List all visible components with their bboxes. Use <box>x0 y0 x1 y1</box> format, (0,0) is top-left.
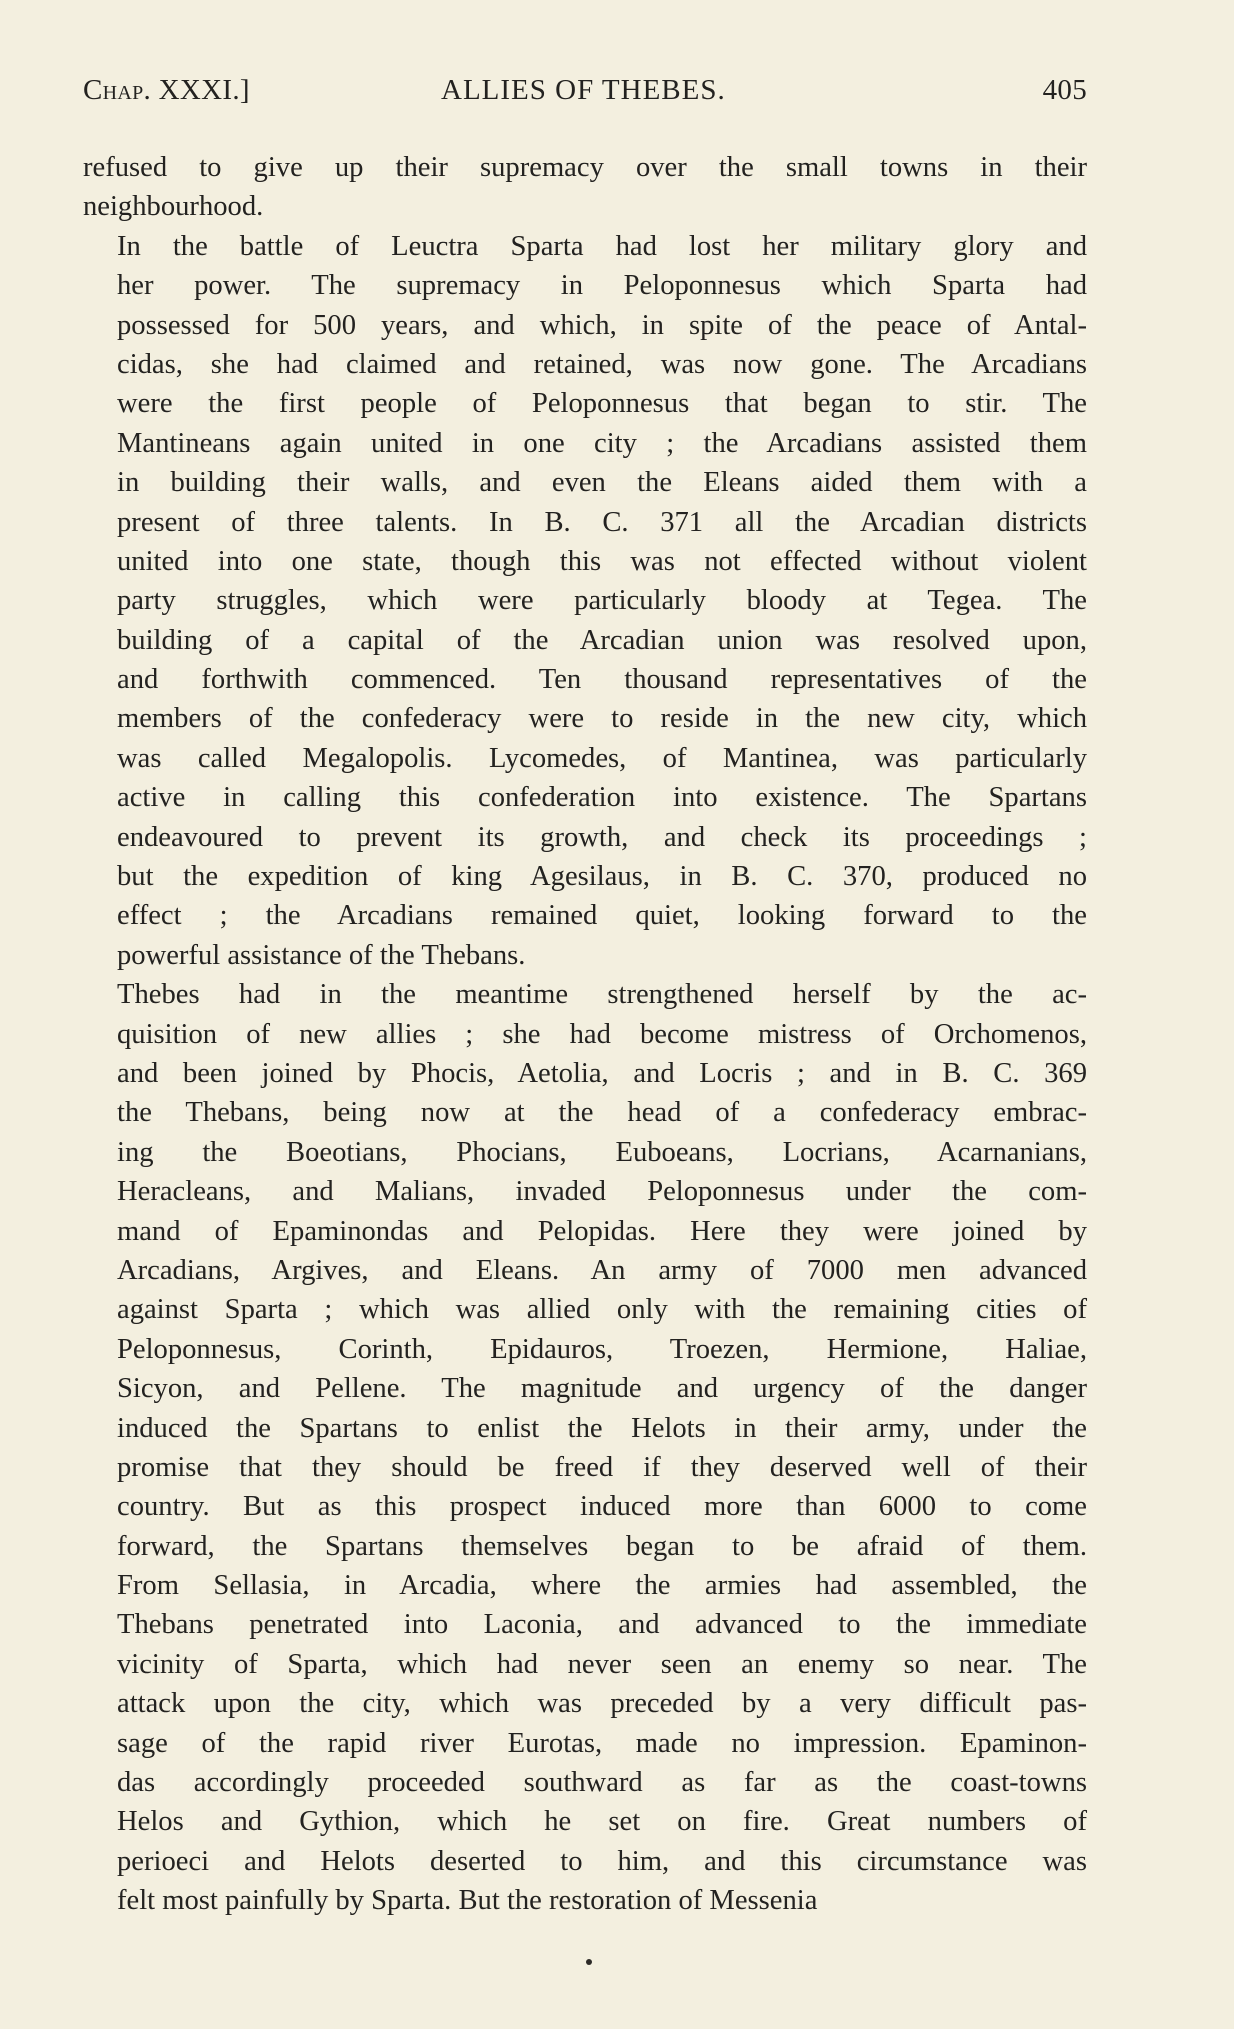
text-line: Mantineans again united in one city ; the Arcadians assisted them <box>117 427 1087 459</box>
paragraph-2 <box>83 227 1087 975</box>
text-line: was called Megalopolis. Lycomedes, of Mantinea, was particularly <box>117 742 1087 774</box>
text-line: in building their walls, and even the Eleans aided them with a <box>117 467 1087 499</box>
text-line: her power. The supremacy in Peloponnesus which Sparta had <box>117 270 1087 302</box>
text-line: das accordingly proceeded southward as far as the coast-towns <box>117 1767 1087 1799</box>
text-line: Thebes had in the meantime strengthened herself by the ac- <box>117 979 1087 1011</box>
text-line: mand of Epaminondas and Pelopidas. Here they were joined by <box>117 1215 1087 1247</box>
text-line: powerful assistance of the Thebans. <box>117 939 526 971</box>
text-line: Arcadians, Argives, and Eleans. An army of 7000 men advanced <box>117 1254 1087 1286</box>
text-line: and forthwith commenced. Ten thousand representatives of the <box>117 664 1087 696</box>
text-line: Thebans penetrated into Laconia, and advanced to the immediate <box>117 1609 1087 1641</box>
text-line: attack upon the city, which was preceded by a very difficult pas- <box>117 1688 1087 1720</box>
text-line: Peloponnesus, Corinth, Epidauros, Troezen, Hermione, Haliae, <box>117 1333 1087 1365</box>
printer-mark <box>586 1959 592 1965</box>
text-line: vicinity of Sparta, which had never seen an enemy so near. The <box>117 1648 1087 1680</box>
text-line: Sicyon, and Pellene. The magnitude and urgency of the danger <box>117 1373 1087 1405</box>
text-line: neighbourhood. <box>83 191 264 223</box>
text-line: party struggles, which were particularly bloody at Tegea. The <box>117 585 1087 617</box>
paragraph-1 <box>83 148 1087 227</box>
text-line: the Thebans, being now at the head of a confederacy embrac- <box>117 1097 1087 1129</box>
text-line: possessed for 500 years, and which, in spite of the peace of Antal- <box>117 309 1087 341</box>
text-line: against Sparta ; which was allied only with the remaining cities of <box>117 1294 1087 1326</box>
text-line: and been joined by Phocis, Aetolia, and Locris ; and in B. C. 369 <box>117 1057 1087 1089</box>
running-head <box>83 74 1087 114</box>
paragraph-3 <box>83 975 1087 1920</box>
text-line: united into one state, though this was not effected without violent <box>117 545 1087 577</box>
text-line: sage of the rapid river Eurotas, made no impression. Epaminon- <box>117 1727 1087 1759</box>
chapter-label: Chap. XXXI.] <box>83 74 250 106</box>
text-line: active in calling this confederation into existence. The Spartans <box>117 782 1087 814</box>
text-line: present of three talents. In B. C. 371 all the Arcadian districts <box>117 506 1087 538</box>
text-line: forward, the Spartans themselves began to be afraid of them. <box>117 1530 1087 1562</box>
text-line: quisition of new allies ; she had become mistress of Orchomenos, <box>117 1018 1087 1050</box>
text-line: Heracleans, and Malians, invaded Peloponnesus under the com- <box>117 1176 1087 1208</box>
text-line: effect ; the Arcadians remained quiet, looking forward to the <box>117 900 1087 932</box>
text-line: From Sellasia, in Arcadia, where the armies had assembled, the <box>117 1570 1087 1602</box>
text-line: ing the Boeotians, Phocians, Euboeans, Locrians, Acarnanians, <box>117 1136 1087 1168</box>
text-line: induced the Spartans to enlist the Helots in their army, under the <box>117 1412 1087 1444</box>
text-line: perioeci and Helots deserted to him, and this circumstance was <box>117 1845 1087 1877</box>
text-line: promise that they should be freed if they deserved well of their <box>117 1451 1087 1483</box>
page-title: ALLIES OF THEBES. <box>441 74 726 106</box>
text-line: In the battle of Leuctra Sparta had lost her military glory and <box>117 230 1087 262</box>
text-line: building of a capital of the Arcadian union was resolved upon, <box>117 624 1087 656</box>
text-line: country. But as this prospect induced more than 6000 to come <box>117 1491 1087 1523</box>
text-line: Helos and Gythion, which he set on fire. Great numbers of <box>117 1806 1087 1838</box>
text-line: refused to give up their supremacy over the small towns in their <box>83 152 1087 183</box>
text-line: cidas, she had claimed and retained, was now gone. The Arcadians <box>117 348 1087 380</box>
text-line: endeavoured to prevent its growth, and check its proceedings ; <box>117 821 1087 853</box>
text-line: members of the confederacy were to reside in the new city, which <box>117 703 1087 735</box>
text-line: but the expedition of king Agesilaus, in B. C. 370, produced no <box>117 861 1087 893</box>
body-text <box>83 148 1087 1921</box>
text-line: felt most painfully by Sparta. But the restoration of Messenia <box>117 1885 818 1917</box>
text-line: were the first people of Peloponnesus that began to stir. The <box>117 388 1087 420</box>
page-number: 405 <box>1042 74 1087 106</box>
